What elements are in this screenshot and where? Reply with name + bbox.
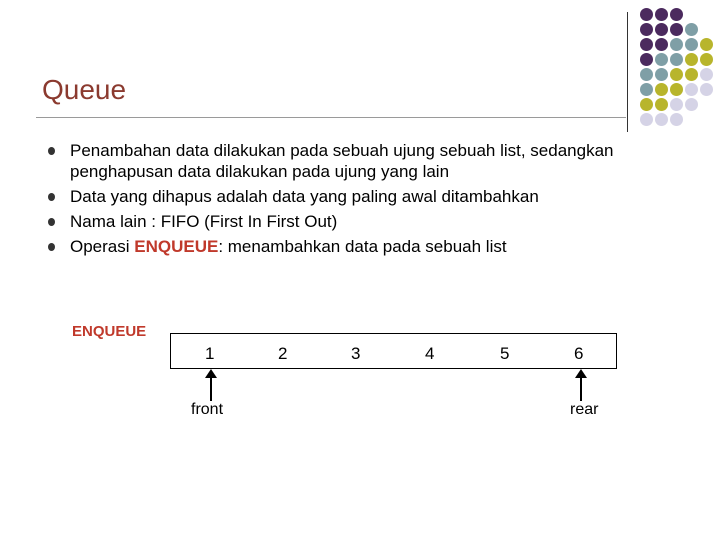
bullet-item — [48, 236, 698, 257]
decor-dot — [700, 83, 713, 96]
decor-dot — [640, 38, 653, 51]
bullet-marker — [48, 243, 55, 251]
bullet-highlight: ENQUEUE — [134, 237, 219, 256]
bullet-marker — [48, 218, 55, 226]
decor-dot — [655, 23, 668, 36]
rear-arrow-icon — [580, 371, 582, 401]
decor-dot — [685, 38, 698, 51]
decor-dot — [670, 113, 683, 126]
decor-dot — [700, 68, 713, 81]
title-underline — [36, 117, 626, 118]
decor-vertical-line — [627, 12, 628, 132]
decor-dot — [640, 23, 653, 36]
bullet-text: Data yang dihapus adalah data yang paling awal ditambahkan — [70, 187, 539, 206]
decor-dot — [655, 113, 668, 126]
decor-dot — [640, 68, 653, 81]
bullet-item — [48, 211, 698, 232]
decor-dot — [655, 98, 668, 111]
slide-title: Queue — [42, 74, 127, 105]
queue-cell: 2 — [278, 344, 288, 363]
decor-dot — [685, 68, 698, 81]
decor-dot — [670, 38, 683, 51]
decor-dot — [700, 53, 713, 66]
decor-dot — [685, 83, 698, 96]
bullet-marker — [48, 193, 55, 201]
enqueue-label: ENQUEUE — [72, 323, 147, 340]
decor-dot — [670, 83, 683, 96]
decor-dot — [655, 68, 668, 81]
decor-dot — [655, 53, 668, 66]
bullet-list — [48, 140, 698, 261]
decor-dot — [655, 8, 668, 21]
queue-cell: 5 — [500, 344, 510, 363]
decor-dot — [640, 98, 653, 111]
decor-dot — [685, 53, 698, 66]
bullet-text-pre: Operasi — [70, 237, 135, 256]
decor-dot — [640, 113, 653, 126]
queue-cell: 6 — [574, 344, 584, 363]
decor-dot — [670, 23, 683, 36]
rear-label: rear — [570, 401, 599, 418]
decor-dot — [670, 53, 683, 66]
decor-dot — [640, 83, 653, 96]
decor-dot — [640, 53, 653, 66]
bullet-item — [48, 186, 698, 207]
queue-box — [170, 333, 617, 369]
decor-dot — [670, 68, 683, 81]
queue-cell: 3 — [351, 344, 361, 363]
decor-dot — [655, 38, 668, 51]
decor-dot — [685, 98, 698, 111]
bullet-marker — [48, 147, 55, 155]
decor-dot — [700, 38, 713, 51]
bullet-text: Penambahan data dilakukan pada sebuah ujung sebuah list, sedangkan penghapusan data dilakukan pada ujung yang lain — [70, 141, 614, 181]
decor-dot — [655, 83, 668, 96]
decor-dot — [670, 8, 683, 21]
queue-cell: 1 — [205, 344, 215, 363]
queue-cell: 4 — [425, 344, 435, 363]
bullet-text: Nama lain : FIFO (First In First Out) — [70, 212, 338, 231]
decor-dot — [640, 8, 653, 21]
decor-dot — [670, 98, 683, 111]
front-label: front — [191, 401, 224, 418]
bullet-text-post: : menambahkan data pada sebuah list — [218, 237, 507, 256]
bullet-item — [48, 140, 698, 182]
front-arrow-icon — [210, 371, 212, 401]
decor-dot — [685, 23, 698, 36]
